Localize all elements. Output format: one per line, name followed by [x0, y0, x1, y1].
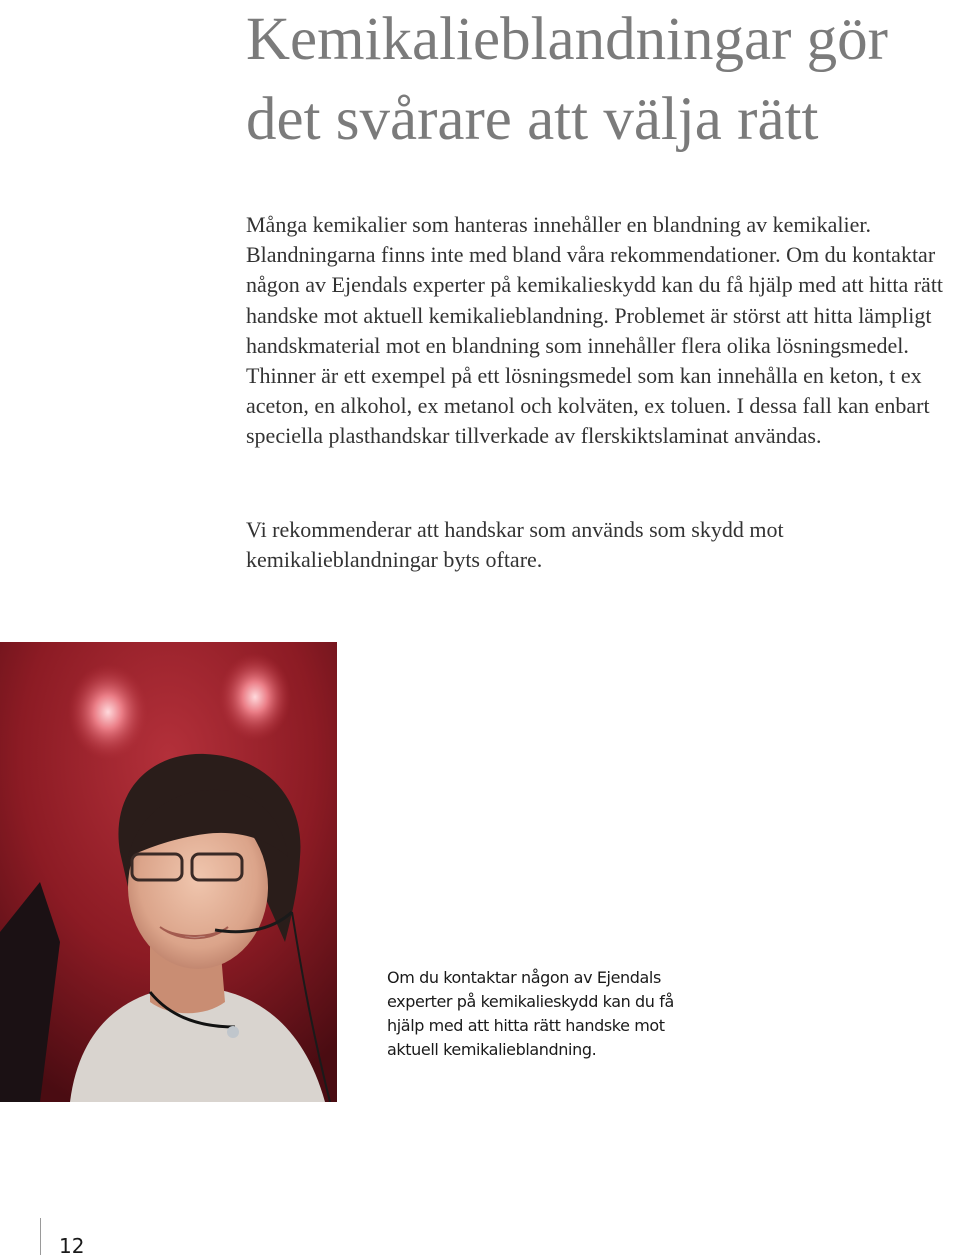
- page-number: 12: [59, 1234, 85, 1258]
- body-paragraph-1: Många kemikalier som hanteras innehåller en blandning av kemikalier. Blandningarna finns inte med bland våra rekommendationer. Om du kontaktar någon av Ejendals experter på kemikalieskydd kan du få hjälp med att hitta rätt handske mot aktuell kemikalieblandning. Problemet är störst att hitta lämpligt handskmaterial mot en blandning som innehåller flera olika lösningsmedel. Thinner är ett exempel på ett lösningsmedel som kan innehålla en keton, t ex aceton, en alkohol, ex metanol och kolväten, ex toluen. I dessa fall kan enbart speciella plasthandskar tillverkade av flerskiktslaminat användas.: [246, 212, 944, 449]
- body-paragraph-2: Vi rekommenderar att handskar som används som skydd mot kemikalieblandningar byts oftare.: [246, 517, 784, 573]
- page-number-divider: [40, 1218, 41, 1255]
- page-title-line-2: det svårare att välja rätt: [246, 86, 819, 153]
- page-title: [246, 0, 946, 160]
- photo-pendant: [227, 1026, 239, 1038]
- photo-light-left: [68, 664, 148, 760]
- photo-light-right: [219, 653, 291, 741]
- portrait-photo: [0, 642, 337, 1102]
- photo-caption: Om du kontaktar någon av Ejendals experter på kemikalieskydd kan du få hjälp med att hitta rätt handske mot aktuell kemikalieblandning.: [387, 968, 674, 1059]
- page-title-line-1: Kemikalieblandningar gör: [246, 6, 888, 73]
